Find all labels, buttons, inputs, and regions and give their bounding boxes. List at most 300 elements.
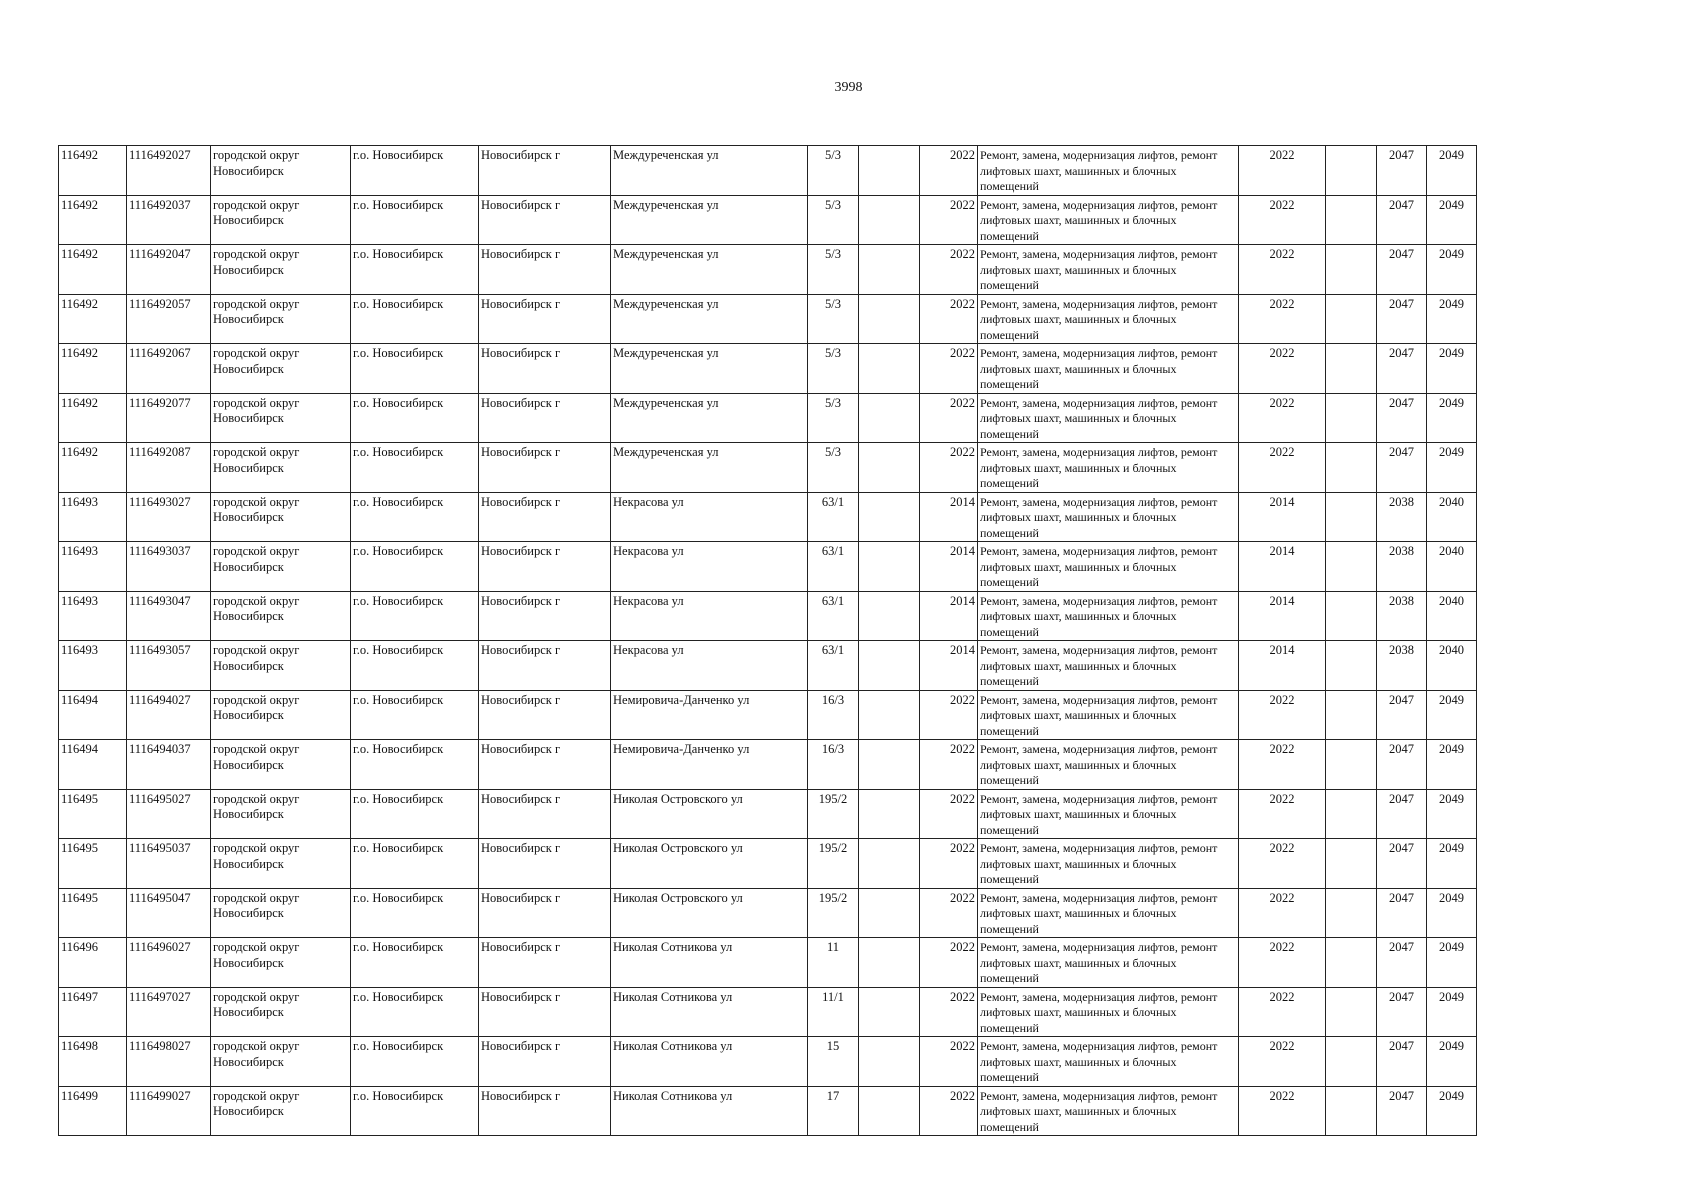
cell-id: 116492 (59, 443, 127, 493)
cell-work-type: Ремонт, замена, модернизация лифтов, ремонт лифтовых шахт, машинных и блочных помещений (978, 987, 1239, 1037)
cell-empty (1326, 1086, 1377, 1136)
cell-id: 116492 (59, 344, 127, 394)
cell-plan-year-start: 2047 (1377, 789, 1427, 839)
cell-street: Некрасова ул (611, 542, 808, 592)
cell-year: 2022 (920, 789, 978, 839)
table-row (59, 443, 1477, 493)
cell-city-district: г.о. Новосибирск (351, 888, 479, 938)
cell-plan-year-start: 2047 (1377, 393, 1427, 443)
cell-work-year: 2022 (1239, 1037, 1326, 1087)
cell-house: 63/1 (808, 492, 859, 542)
cell-street: Николая Сотникова ул (611, 987, 808, 1037)
table-row (59, 641, 1477, 691)
cell-city: Новосибирск г (479, 245, 611, 295)
cell-city: Новосибирск г (479, 591, 611, 641)
cell-year: 2014 (920, 492, 978, 542)
cell-plan-year-end: 2049 (1427, 393, 1477, 443)
cell-city: Новосибирск г (479, 542, 611, 592)
cell-municipality: городской округ Новосибирск (211, 294, 351, 344)
cell-plan-year-start: 2038 (1377, 542, 1427, 592)
cell-code: 1116495047 (127, 888, 211, 938)
cell-street: Некрасова ул (611, 492, 808, 542)
cell-street: Немировича-Данченко ул (611, 740, 808, 790)
cell-work-year: 2014 (1239, 641, 1326, 691)
cell-work-year: 2022 (1239, 789, 1326, 839)
cell-plan-year-end: 2040 (1427, 542, 1477, 592)
cell-municipality: городской округ Новосибирск (211, 443, 351, 493)
cell-empty (859, 888, 920, 938)
cell-empty (1326, 443, 1377, 493)
cell-municipality: городской округ Новосибирск (211, 789, 351, 839)
cell-code: 1116497027 (127, 987, 211, 1037)
cell-year: 2022 (920, 888, 978, 938)
cell-plan-year-start: 2047 (1377, 938, 1427, 988)
cell-city: Новосибирск г (479, 987, 611, 1037)
cell-code: 1116496027 (127, 938, 211, 988)
cell-plan-year-end: 2049 (1427, 443, 1477, 493)
cell-city: Новосибирск г (479, 641, 611, 691)
cell-year: 2014 (920, 542, 978, 592)
cell-empty (1326, 195, 1377, 245)
cell-plan-year-end: 2049 (1427, 888, 1477, 938)
cell-id: 116496 (59, 938, 127, 988)
cell-year: 2022 (920, 839, 978, 889)
cell-plan-year-start: 2047 (1377, 888, 1427, 938)
cell-id: 116493 (59, 492, 127, 542)
cell-year: 2022 (920, 1037, 978, 1087)
cell-work-type: Ремонт, замена, модернизация лифтов, ремонт лифтовых шахт, машинных и блочных помещений (978, 1086, 1239, 1136)
cell-city: Новосибирск г (479, 888, 611, 938)
cell-house: 63/1 (808, 641, 859, 691)
cell-id: 116495 (59, 839, 127, 889)
cell-code: 1116494037 (127, 740, 211, 790)
cell-id: 116492 (59, 393, 127, 443)
cell-street: Николая Сотникова ул (611, 938, 808, 988)
cell-work-year: 2022 (1239, 690, 1326, 740)
table-row (59, 393, 1477, 443)
cell-street: Междуреченская ул (611, 344, 808, 394)
cell-work-type: Ремонт, замена, модернизация лифтов, ремонт лифтовых шахт, машинных и блочных помещений (978, 740, 1239, 790)
cell-empty (859, 542, 920, 592)
cell-city-district: г.о. Новосибирск (351, 690, 479, 740)
cell-code: 1116492077 (127, 393, 211, 443)
cell-code: 1116492067 (127, 344, 211, 394)
cell-empty (859, 1037, 920, 1087)
cell-street: Междуреченская ул (611, 443, 808, 493)
cell-work-type: Ремонт, замена, модернизация лифтов, ремонт лифтовых шахт, машинных и блочных помещений (978, 690, 1239, 740)
cell-id: 116494 (59, 740, 127, 790)
cell-city-district: г.о. Новосибирск (351, 938, 479, 988)
cell-work-type: Ремонт, замена, модернизация лифтов, ремонт лифтовых шахт, машинных и блочных помещений (978, 888, 1239, 938)
cell-empty (859, 443, 920, 493)
cell-street: Николая Островского ул (611, 839, 808, 889)
cell-empty (859, 789, 920, 839)
cell-work-year: 2014 (1239, 542, 1326, 592)
cell-empty (859, 245, 920, 295)
cell-city: Новосибирск г (479, 1037, 611, 1087)
cell-empty (859, 294, 920, 344)
cell-work-type: Ремонт, замена, модернизация лифтов, ремонт лифтовых шахт, машинных и блочных помещений (978, 938, 1239, 988)
cell-plan-year-end: 2049 (1427, 245, 1477, 295)
cell-city-district: г.о. Новосибирск (351, 245, 479, 295)
cell-year: 2022 (920, 294, 978, 344)
cell-work-type: Ремонт, замена, модернизация лифтов, ремонт лифтовых шахт, машинных и блочных помещений (978, 443, 1239, 493)
cell-empty (859, 938, 920, 988)
cell-id: 116499 (59, 1086, 127, 1136)
cell-empty (1326, 987, 1377, 1037)
cell-city-district: г.о. Новосибирск (351, 789, 479, 839)
cell-city-district: г.о. Новосибирск (351, 294, 479, 344)
cell-house: 11 (808, 938, 859, 988)
cell-code: 1116492027 (127, 146, 211, 196)
cell-street: Николая Сотникова ул (611, 1086, 808, 1136)
cell-id: 116492 (59, 245, 127, 295)
cell-work-type: Ремонт, замена, модернизация лифтов, ремонт лифтовых шахт, машинных и блочных помещений (978, 542, 1239, 592)
cell-empty (1326, 690, 1377, 740)
cell-year: 2022 (920, 146, 978, 196)
table-row (59, 1086, 1477, 1136)
cell-house: 5/3 (808, 195, 859, 245)
cell-work-year: 2022 (1239, 443, 1326, 493)
cell-empty (1326, 641, 1377, 691)
table-row (59, 789, 1477, 839)
cell-city: Новосибирск г (479, 740, 611, 790)
cell-work-type: Ремонт, замена, модернизация лифтов, ремонт лифтовых шахт, машинных и блочных помещений (978, 591, 1239, 641)
cell-plan-year-end: 2049 (1427, 195, 1477, 245)
cell-plan-year-end: 2049 (1427, 690, 1477, 740)
cell-house: 11/1 (808, 987, 859, 1037)
cell-municipality: городской округ Новосибирск (211, 1086, 351, 1136)
cell-plan-year-end: 2049 (1427, 987, 1477, 1037)
cell-code: 1116493057 (127, 641, 211, 691)
cell-house: 17 (808, 1086, 859, 1136)
cell-id: 116492 (59, 146, 127, 196)
cell-empty (1326, 789, 1377, 839)
cell-house: 5/3 (808, 393, 859, 443)
cell-municipality: городской округ Новосибирск (211, 146, 351, 196)
cell-work-year: 2022 (1239, 294, 1326, 344)
cell-empty (1326, 591, 1377, 641)
cell-city-district: г.о. Новосибирск (351, 393, 479, 443)
cell-street: Междуреченская ул (611, 294, 808, 344)
cell-empty (1326, 1037, 1377, 1087)
cell-year: 2022 (920, 443, 978, 493)
cell-city: Новосибирск г (479, 146, 611, 196)
cell-plan-year-end: 2049 (1427, 1037, 1477, 1087)
cell-house: 63/1 (808, 542, 859, 592)
cell-empty (1326, 888, 1377, 938)
table-row (59, 839, 1477, 889)
cell-year: 2022 (920, 245, 978, 295)
table-row (59, 492, 1477, 542)
cell-city-district: г.о. Новосибирск (351, 1037, 479, 1087)
cell-work-type: Ремонт, замена, модернизация лифтов, ремонт лифтовых шахт, машинных и блочных помещений (978, 1037, 1239, 1087)
cell-code: 1116492087 (127, 443, 211, 493)
cell-plan-year-end: 2040 (1427, 641, 1477, 691)
cell-street: Междуреченская ул (611, 195, 808, 245)
cell-plan-year-start: 2038 (1377, 641, 1427, 691)
cell-work-year: 2022 (1239, 344, 1326, 394)
cell-code: 1116498027 (127, 1037, 211, 1087)
cell-municipality: городской округ Новосибирск (211, 492, 351, 542)
table-row (59, 146, 1477, 196)
cell-empty (859, 344, 920, 394)
cell-empty (1326, 938, 1377, 988)
table-row (59, 938, 1477, 988)
cell-empty (1326, 245, 1377, 295)
cell-code: 1116494027 (127, 690, 211, 740)
cell-municipality: городской округ Новосибирск (211, 740, 351, 790)
cell-empty (1326, 294, 1377, 344)
cell-year: 2022 (920, 740, 978, 790)
table-row (59, 591, 1477, 641)
table-row (59, 690, 1477, 740)
cell-plan-year-start: 2047 (1377, 294, 1427, 344)
cell-code: 1116492047 (127, 245, 211, 295)
cell-city: Новосибирск г (479, 393, 611, 443)
cell-city: Новосибирск г (479, 1086, 611, 1136)
cell-street: Николая Островского ул (611, 789, 808, 839)
cell-plan-year-end: 2040 (1427, 492, 1477, 542)
cell-plan-year-start: 2038 (1377, 492, 1427, 542)
cell-year: 2022 (920, 987, 978, 1037)
cell-city: Новосибирск г (479, 690, 611, 740)
cell-empty (1326, 542, 1377, 592)
cell-year: 2022 (920, 1086, 978, 1136)
cell-house: 5/3 (808, 146, 859, 196)
cell-plan-year-start: 2047 (1377, 344, 1427, 394)
cell-plan-year-end: 2040 (1427, 591, 1477, 641)
cell-city-district: г.о. Новосибирск (351, 492, 479, 542)
cell-year: 2022 (920, 195, 978, 245)
cell-street: Немировича-Данченко ул (611, 690, 808, 740)
cell-municipality: городской округ Новосибирск (211, 987, 351, 1037)
cell-plan-year-start: 2047 (1377, 690, 1427, 740)
cell-street: Некрасова ул (611, 591, 808, 641)
cell-municipality: городской округ Новосибирск (211, 641, 351, 691)
cell-plan-year-start: 2047 (1377, 245, 1427, 295)
cell-work-year: 2022 (1239, 740, 1326, 790)
cell-street: Николая Островского ул (611, 888, 808, 938)
cell-city-district: г.о. Новосибирск (351, 591, 479, 641)
cell-empty (859, 987, 920, 1037)
cell-code: 1116493027 (127, 492, 211, 542)
cell-empty (859, 195, 920, 245)
cell-id: 116494 (59, 690, 127, 740)
cell-city: Новосибирск г (479, 443, 611, 493)
cell-house: 5/3 (808, 245, 859, 295)
cell-city-district: г.о. Новосибирск (351, 987, 479, 1037)
cell-empty (1326, 839, 1377, 889)
cell-house: 5/3 (808, 443, 859, 493)
cell-plan-year-end: 2049 (1427, 789, 1477, 839)
cell-code: 1116495027 (127, 789, 211, 839)
cell-id: 116497 (59, 987, 127, 1037)
cell-city-district: г.о. Новосибирск (351, 195, 479, 245)
cell-empty (1326, 492, 1377, 542)
cell-work-type: Ремонт, замена, модернизация лифтов, ремонт лифтовых шахт, машинных и блочных помещений (978, 393, 1239, 443)
cell-code: 1116499027 (127, 1086, 211, 1136)
cell-plan-year-end: 2049 (1427, 839, 1477, 889)
cell-street: Некрасова ул (611, 641, 808, 691)
cell-plan-year-start: 2047 (1377, 839, 1427, 889)
cell-id: 116492 (59, 294, 127, 344)
cell-plan-year-end: 2049 (1427, 344, 1477, 394)
cell-plan-year-end: 2049 (1427, 1086, 1477, 1136)
cell-municipality: городской округ Новосибирск (211, 195, 351, 245)
cell-work-type: Ремонт, замена, модернизация лифтов, ремонт лифтовых шахт, машинных и блочных помещений (978, 245, 1239, 295)
cell-work-year: 2022 (1239, 839, 1326, 889)
cell-empty (1326, 146, 1377, 196)
cell-city-district: г.о. Новосибирск (351, 344, 479, 394)
cell-municipality: городской округ Новосибирск (211, 888, 351, 938)
register-table (58, 145, 1477, 1136)
cell-empty (1326, 740, 1377, 790)
cell-plan-year-start: 2047 (1377, 740, 1427, 790)
cell-city: Новосибирск г (479, 294, 611, 344)
cell-city-district: г.о. Новосибирск (351, 740, 479, 790)
cell-plan-year-start: 2047 (1377, 443, 1427, 493)
cell-work-year: 2022 (1239, 146, 1326, 196)
cell-house: 5/3 (808, 294, 859, 344)
cell-plan-year-start: 2047 (1377, 987, 1427, 1037)
cell-empty (1326, 344, 1377, 394)
cell-street: Междуреченская ул (611, 393, 808, 443)
cell-street: Междуреченская ул (611, 146, 808, 196)
cell-year: 2022 (920, 690, 978, 740)
cell-city: Новосибирск г (479, 492, 611, 542)
cell-plan-year-start: 2047 (1377, 1037, 1427, 1087)
cell-city: Новосибирск г (479, 839, 611, 889)
cell-work-year: 2022 (1239, 245, 1326, 295)
cell-work-type: Ремонт, замена, модернизация лифтов, ремонт лифтовых шахт, машинных и блочных помещений (978, 146, 1239, 196)
cell-plan-year-start: 2047 (1377, 146, 1427, 196)
cell-city-district: г.о. Новосибирск (351, 641, 479, 691)
cell-year: 2022 (920, 938, 978, 988)
cell-id: 116495 (59, 789, 127, 839)
cell-work-year: 2022 (1239, 1086, 1326, 1136)
cell-city-district: г.о. Новосибирск (351, 839, 479, 889)
cell-year: 2022 (920, 393, 978, 443)
table-row (59, 294, 1477, 344)
table-body (59, 146, 1477, 1136)
cell-id: 116495 (59, 888, 127, 938)
cell-city: Новосибирск г (479, 195, 611, 245)
cell-work-type: Ремонт, замена, модернизация лифтов, ремонт лифтовых шахт, машинных и блочных помещений (978, 641, 1239, 691)
cell-plan-year-end: 2049 (1427, 146, 1477, 196)
cell-municipality: городской округ Новосибирск (211, 245, 351, 295)
cell-empty (859, 492, 920, 542)
cell-work-year: 2022 (1239, 987, 1326, 1037)
cell-city-district: г.о. Новосибирск (351, 146, 479, 196)
table-row (59, 245, 1477, 295)
cell-work-year: 2022 (1239, 938, 1326, 988)
cell-plan-year-end: 2049 (1427, 294, 1477, 344)
cell-empty (1326, 393, 1377, 443)
cell-municipality: городской округ Новосибирск (211, 690, 351, 740)
cell-house: 195/2 (808, 888, 859, 938)
cell-city-district: г.о. Новосибирск (351, 443, 479, 493)
cell-code: 1116492057 (127, 294, 211, 344)
cell-work-year: 2014 (1239, 492, 1326, 542)
cell-work-type: Ремонт, замена, модернизация лифтов, ремонт лифтовых шахт, машинных и блочных помещений (978, 789, 1239, 839)
cell-work-year: 2022 (1239, 195, 1326, 245)
cell-code: 1116493047 (127, 591, 211, 641)
cell-city: Новосибирск г (479, 344, 611, 394)
cell-plan-year-start: 2038 (1377, 591, 1427, 641)
cell-empty (859, 839, 920, 889)
cell-house: 5/3 (808, 344, 859, 394)
cell-id: 116493 (59, 542, 127, 592)
table-row (59, 987, 1477, 1037)
cell-work-year: 2022 (1239, 888, 1326, 938)
cell-municipality: городской округ Новосибирск (211, 1037, 351, 1087)
cell-house: 195/2 (808, 789, 859, 839)
table-row (59, 195, 1477, 245)
cell-id: 116493 (59, 641, 127, 691)
cell-municipality: городской округ Новосибирск (211, 542, 351, 592)
cell-empty (859, 146, 920, 196)
cell-municipality: городской округ Новосибирск (211, 393, 351, 443)
table-row (59, 344, 1477, 394)
cell-city: Новосибирск г (479, 938, 611, 988)
page-number: 3998 (834, 80, 863, 95)
table-row (59, 542, 1477, 592)
cell-city: Новосибирск г (479, 789, 611, 839)
cell-municipality: городской округ Новосибирск (211, 344, 351, 394)
cell-empty (859, 1086, 920, 1136)
cell-empty (859, 740, 920, 790)
cell-plan-year-end: 2049 (1427, 740, 1477, 790)
cell-year: 2014 (920, 591, 978, 641)
cell-municipality: городской округ Новосибирск (211, 839, 351, 889)
cell-work-year: 2022 (1239, 393, 1326, 443)
cell-municipality: городской округ Новосибирск (211, 938, 351, 988)
cell-id: 116498 (59, 1037, 127, 1087)
cell-work-year: 2014 (1239, 591, 1326, 641)
cell-year: 2022 (920, 344, 978, 394)
cell-city-district: г.о. Новосибирск (351, 542, 479, 592)
cell-house: 195/2 (808, 839, 859, 889)
cell-house: 15 (808, 1037, 859, 1087)
cell-street: Междуреченская ул (611, 245, 808, 295)
cell-work-type: Ремонт, замена, модернизация лифтов, ремонт лифтовых шахт, машинных и блочных помещений (978, 492, 1239, 542)
cell-house: 16/3 (808, 690, 859, 740)
cell-code: 1116493037 (127, 542, 211, 592)
cell-empty (859, 690, 920, 740)
cell-id: 116493 (59, 591, 127, 641)
cell-city-district: г.о. Новосибирск (351, 1086, 479, 1136)
table-row (59, 1037, 1477, 1087)
cell-code: 1116492037 (127, 195, 211, 245)
cell-house: 63/1 (808, 591, 859, 641)
cell-work-type: Ремонт, замена, модернизация лифтов, ремонт лифтовых шахт, машинных и блочных помещений (978, 195, 1239, 245)
cell-work-type: Ремонт, замена, модернизация лифтов, ремонт лифтовых шахт, машинных и блочных помещений (978, 344, 1239, 394)
cell-work-type: Ремонт, замена, модернизация лифтов, ремонт лифтовых шахт, машинных и блочных помещений (978, 294, 1239, 344)
table-row (59, 888, 1477, 938)
cell-house: 16/3 (808, 740, 859, 790)
cell-plan-year-start: 2047 (1377, 195, 1427, 245)
cell-year: 2014 (920, 641, 978, 691)
cell-work-type: Ремонт, замена, модернизация лифтов, ремонт лифтовых шахт, машинных и блочных помещений (978, 839, 1239, 889)
cell-municipality: городской округ Новосибирск (211, 591, 351, 641)
cell-empty (859, 591, 920, 641)
cell-plan-year-end: 2049 (1427, 938, 1477, 988)
cell-empty (859, 393, 920, 443)
cell-empty (859, 641, 920, 691)
cell-code: 1116495037 (127, 839, 211, 889)
cell-plan-year-start: 2047 (1377, 1086, 1427, 1136)
